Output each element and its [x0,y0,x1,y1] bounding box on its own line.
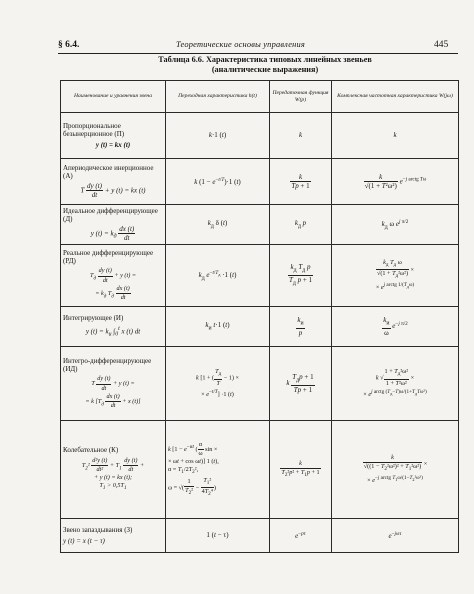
link-equation: y (t) = x (t − τ) [63,536,105,545]
frequency-response-cell: $k_и$ ω $e^{-j \pi/2}$ [332,307,459,347]
table-row [61,113,459,159]
frequency-response-cell: $\frac{k}{\text{√(1 + T²ω²)}}$ $e^{-j arctg T\omega}$ [332,159,459,205]
link-equation: T $\frac{dy (t)}{dt}$ + y (t) = kx (t) [80,182,146,200]
frequency-response-cell: $\frac{k}{√((1 - T_2^2\omega^2)^2 + T_1^2\omega^2)}$ × × $e^{-j arctg T_1\omega/(1-T_2^2\omega^2)}$ [332,421,459,519]
transfer-function-cell: k [270,113,332,159]
step-response-cell: 1 (t − τ) [166,519,270,553]
step-response-cell: $k_д$ δ (t) [166,205,270,245]
frequency-response-cell: $e^{-j\omega\tau}$ [332,519,459,553]
link-equation: y (t) = kx (t) [95,140,131,149]
row-name-cell [61,307,166,347]
caption-line-2: (аналитические выражения) [211,65,319,74]
table-header-row [61,81,459,113]
link-equation: $T_д$ $\frac{dy (t)}{dt}$ + y (t) = = $k_д$ $T_д$ $\frac{dx (t)}{dt}$ [90,267,136,301]
step-response-cell: $k_и$ t·1 (t) [166,307,270,347]
caption-line-1: Таблица 6.6. Характеристика типовых линейных звеньев [158,55,372,64]
table-row [61,245,459,307]
transfer-function-cell: $\frac{k}{T_2^2p^2 + T_1p + 1}$ [270,421,332,519]
table-row [61,205,459,245]
step-response-cell: k $(1 - e^{-t/T})\cdot 1$ (t) [166,159,270,205]
link-equation: T $\frac{dy (t)}{dt}$ + y (t) = = k [$T_д$ $\frac{dx (t)}{dt}$ + x (t)] [85,375,141,409]
link-equation: y $(t) = k_д$ $\frac{dx (t)}{dt}$ [90,225,135,243]
transfer-function-cell: $k_д$ p [270,205,332,245]
transfer-function-cell: $k_и$ p [270,307,332,347]
link-name: Звено запаздывания (З) [63,526,133,535]
step-response-cell: k [1 + ( $T_д$ T − 1) × × $e^{-t/T}] \cdot 1$ (t) [166,347,270,421]
link-name: Интегро-дифференцирующее (ИД) [63,356,152,374]
table-row [61,519,459,553]
frequency-response-cell: k √ $1 + T_д^2\omega^2$ 1 + T²ω² × × $e^{j arctg (T_д-T)\omega/(1+T_дT\omega^2)}$ [332,347,459,421]
col-header-name: Наименование и уравнения звена [61,81,166,113]
section-number: § 6.4. [58,40,80,50]
row-name-cell [61,159,166,205]
link-name: Интегрирующее (И) [63,314,124,323]
link-equation: y $(t) = k_и$ $\int_0^t$ x (t) dt [85,325,141,338]
row-name-cell [61,113,166,159]
row-name-cell [61,347,166,421]
transfer-function-cell: $k_д$ $T_д$ p $T_д$ p + 1 [270,245,332,307]
transfer-function-cell: $e^{-p\tau}$ [270,519,332,553]
table-row [61,307,459,347]
links-table [60,80,459,553]
link-name: Апериодическое инерционное (А) [63,163,154,180]
running-title: Теоретические основы управления [176,40,305,49]
table-row [61,159,459,205]
link-name: Идеальное дифференцирующее (Д) [63,206,158,223]
row-name-cell [61,519,166,553]
page-number: 445 [434,40,449,50]
table-caption [100,55,430,75]
col-header-step-response: Переходная характеристика h(t) [166,81,270,113]
transfer-function-cell: k $T_дp + 1$ Tp + 1 [270,347,332,421]
step-response-cell: k·1 (t) [166,113,270,159]
frequency-response-cell: $k_д$ $T_д$ ω $√(1 + T_д^2\omega^2)$ × × $e^{j arctg 1/(T_д\omega)}$ [332,245,459,307]
row-name-cell [61,421,166,519]
link-name: Реальное дифференцирующее (РД) [63,248,154,266]
link-name: Пропорциональное безынерционное (П) [63,122,125,139]
header-rule [58,53,458,54]
link-name: Колебательное (К) [63,446,119,455]
transfer-function-cell: $\frac{k}{Tp + 1}$ [270,159,332,205]
table-row [61,421,459,519]
step-response-cell: $k_д$ $e^{-t/T_д} \cdot 1$ (t) [166,245,270,307]
link-equation: $T_2^2$ $\frac{\text{d²y (t)}}{\text{dt²}}$ + $T_1$ $\frac{dy (t)}{dt}$ + + y (t) = kx (t); $T_1 > 0,5T_1$ [81,456,145,492]
row-name-cell [61,245,166,307]
table-row [61,347,459,421]
step-response-cell: k [$1 - e^{-\alpha t}$ ( $\frac{\alpha}{\omega}$ sin × × ωt + cos ωt)] 1 (t), $\alpha = T_1/2T_2^2$, ω = √( $\frac{1}{T_2^2}$ − $\frac{T_1^2}{4T_2^4}$ ) [166,421,270,519]
frequency-response-cell: k [332,113,459,159]
col-header-transfer-function: Передаточная функция W(p) [270,81,332,113]
frequency-response-cell: $k_д$ ω $e^{j \pi/2}$ [332,205,459,245]
col-header-frequency-response: Комплексная частотная характеристика W(jω) [332,81,459,113]
row-name-cell [61,205,166,245]
